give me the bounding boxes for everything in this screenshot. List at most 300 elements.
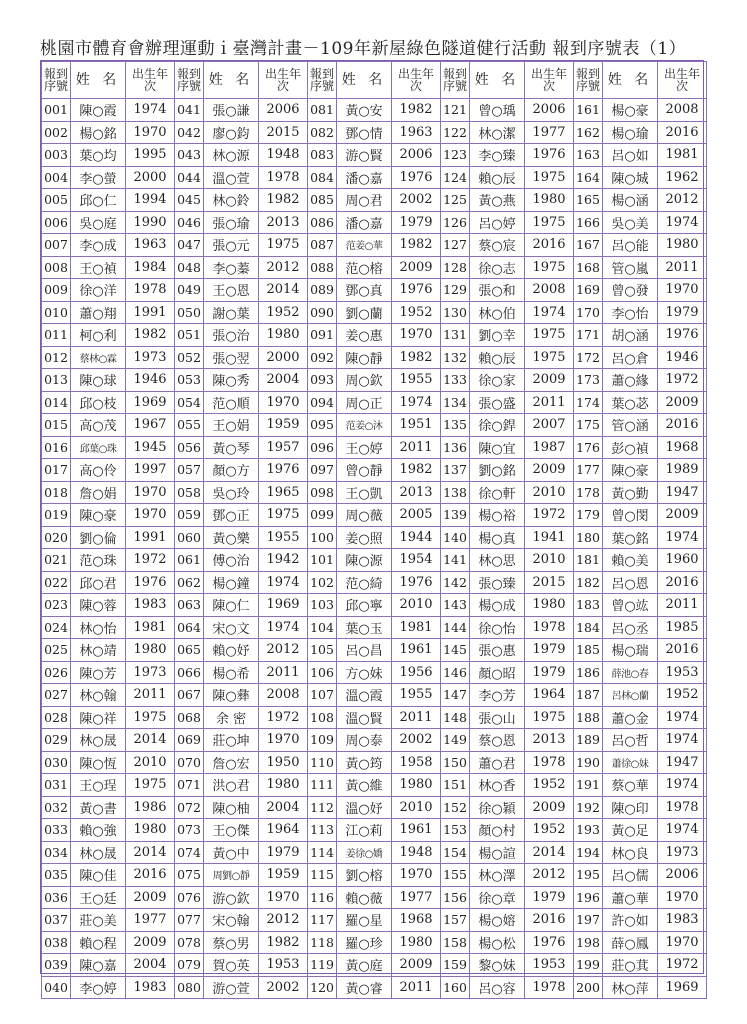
name-cell: 曾○靜	[337, 459, 392, 482]
name-cell: 楊○豪	[603, 99, 658, 122]
name-cell: 彭○禎	[603, 436, 658, 459]
year-cell: 1982	[392, 234, 441, 257]
header-name: 姓 名	[603, 62, 658, 99]
name-cell: 林○伯	[470, 301, 525, 324]
seq-cell: 005	[42, 189, 71, 212]
seq-cell: 193	[574, 819, 603, 842]
table-row	[42, 481, 707, 504]
seq-cell: 124	[441, 166, 470, 189]
name-cell: 鄧○正	[204, 504, 259, 527]
year-cell: 2004	[126, 954, 175, 977]
year-cell: 1989	[658, 459, 707, 482]
year-cell: 2002	[259, 976, 308, 999]
year-cell: 2012	[259, 256, 308, 279]
seq-cell: 018	[42, 481, 71, 504]
year-cell: 1948	[392, 841, 441, 864]
name-cell: 劉○銘	[470, 459, 525, 482]
name-cell: 范姜○華	[337, 234, 392, 257]
name-cell: 廖○鈞	[204, 121, 259, 144]
year-cell: 2011	[392, 976, 441, 999]
seq-cell: 197	[574, 909, 603, 932]
name-cell: 楊○銘	[71, 121, 126, 144]
year-cell: 1970	[259, 391, 308, 414]
year-cell: 2008	[259, 684, 308, 707]
year-cell: 1974	[658, 819, 707, 842]
year-cell: 1946	[658, 346, 707, 369]
seq-cell: 164	[574, 166, 603, 189]
year-cell: 2004	[259, 796, 308, 819]
name-cell: 傅○治	[204, 549, 259, 572]
name-cell: 蔡○宸	[470, 234, 525, 257]
seq-cell: 076	[175, 886, 204, 909]
year-cell: 1980	[126, 639, 175, 662]
name-cell: 李○怡	[603, 301, 658, 324]
name-cell: 呂○容	[470, 976, 525, 999]
name-cell: 薛○鳳	[603, 931, 658, 954]
table-row	[42, 234, 707, 257]
seq-cell: 130	[441, 301, 470, 324]
table-row	[42, 166, 707, 189]
seq-cell: 194	[574, 841, 603, 864]
seq-cell: 093	[308, 369, 337, 392]
year-cell: 1979	[392, 211, 441, 234]
year-cell: 2015	[259, 121, 308, 144]
seq-cell: 008	[42, 256, 71, 279]
seq-cell: 106	[308, 661, 337, 684]
name-cell: 李○臻	[470, 144, 525, 167]
seq-cell: 053	[175, 369, 204, 392]
year-cell: 1970	[259, 729, 308, 752]
seq-cell: 032	[42, 796, 71, 819]
seq-cell: 013	[42, 369, 71, 392]
seq-cell: 058	[175, 481, 204, 504]
name-cell: 余 密	[204, 706, 259, 729]
name-cell: 黃○足	[603, 819, 658, 842]
name-cell: 薛池○春	[603, 661, 658, 684]
seq-cell: 174	[574, 391, 603, 414]
name-cell: 林○翰	[71, 684, 126, 707]
table-row	[42, 256, 707, 279]
year-cell: 1948	[259, 144, 308, 167]
seq-cell: 081	[308, 99, 337, 122]
seq-cell: 117	[308, 909, 337, 932]
seq-cell: 122	[441, 121, 470, 144]
header-year: 出生年次	[259, 62, 308, 99]
year-cell: 2006	[658, 864, 707, 887]
seq-cell: 149	[441, 729, 470, 752]
header-name: 姓 名	[204, 62, 259, 99]
seq-cell: 115	[308, 864, 337, 887]
seq-cell: 110	[308, 751, 337, 774]
name-cell: 陳○蓉	[71, 594, 126, 617]
name-cell: 陳○佳	[71, 864, 126, 887]
seq-cell: 163	[574, 144, 603, 167]
name-cell: 黃○勤	[603, 481, 658, 504]
year-cell: 2014	[259, 279, 308, 302]
seq-cell: 156	[441, 886, 470, 909]
seq-cell: 017	[42, 459, 71, 482]
seq-cell: 200	[574, 976, 603, 999]
name-cell: 陳○恆	[71, 751, 126, 774]
name-cell: 呂○儒	[603, 864, 658, 887]
seq-cell: 120	[308, 976, 337, 999]
name-cell: 游○賢	[337, 144, 392, 167]
year-cell: 1976	[392, 279, 441, 302]
year-cell: 1960	[658, 549, 707, 572]
name-cell: 李○婷	[71, 976, 126, 999]
year-cell: 1980	[259, 774, 308, 797]
seq-cell: 022	[42, 571, 71, 594]
name-cell: 李○芳	[470, 684, 525, 707]
seq-cell: 020	[42, 526, 71, 549]
name-cell: 賴○強	[71, 819, 126, 842]
name-cell: 顏○村	[470, 819, 525, 842]
seq-cell: 021	[42, 549, 71, 572]
name-cell: 溫○妤	[337, 796, 392, 819]
name-cell: 呂○昌	[337, 639, 392, 662]
year-cell: 2011	[392, 706, 441, 729]
year-cell: 1969	[259, 594, 308, 617]
seq-cell: 003	[42, 144, 71, 167]
name-cell: 林○良	[603, 841, 658, 864]
year-cell: 2011	[126, 684, 175, 707]
seq-cell: 031	[42, 774, 71, 797]
name-cell: 林○澤	[470, 864, 525, 887]
header-year: 出生年次	[525, 62, 574, 99]
table-row	[42, 594, 707, 617]
year-cell: 1981	[392, 616, 441, 639]
name-cell: 楊○鐘	[204, 571, 259, 594]
table-row	[42, 526, 707, 549]
seq-cell: 135	[441, 414, 470, 437]
seq-cell: 054	[175, 391, 204, 414]
header-name: 姓 名	[71, 62, 126, 99]
name-cell: 潘○嘉	[337, 166, 392, 189]
seq-cell: 154	[441, 841, 470, 864]
year-cell: 1975	[525, 346, 574, 369]
seq-cell: 176	[574, 436, 603, 459]
seq-cell: 102	[308, 571, 337, 594]
year-cell: 1974	[259, 571, 308, 594]
seq-cell: 007	[42, 234, 71, 257]
year-cell: 2016	[658, 639, 707, 662]
seq-cell: 079	[175, 954, 204, 977]
year-cell: 2006	[392, 144, 441, 167]
year-cell: 2002	[392, 189, 441, 212]
name-cell: 林○鈴	[204, 189, 259, 212]
year-cell: 2009	[525, 369, 574, 392]
year-cell: 2012	[525, 864, 574, 887]
year-cell: 2011	[259, 661, 308, 684]
seq-cell: 186	[574, 661, 603, 684]
name-cell: 姜徐○嬌	[337, 841, 392, 864]
year-cell: 1977	[126, 909, 175, 932]
seq-cell: 037	[42, 909, 71, 932]
table-row	[42, 931, 707, 954]
seq-cell: 189	[574, 729, 603, 752]
seq-cell: 133	[441, 369, 470, 392]
seq-cell: 023	[42, 594, 71, 617]
seq-cell: 085	[308, 189, 337, 212]
year-cell: 1951	[392, 414, 441, 437]
name-cell: 楊○裕	[470, 504, 525, 527]
name-cell: 徐○銲	[470, 414, 525, 437]
year-cell: 1973	[126, 661, 175, 684]
name-cell: 姜○照	[337, 526, 392, 549]
name-cell: 呂○如	[603, 144, 658, 167]
seq-cell: 096	[308, 436, 337, 459]
name-cell: 王○珵	[71, 774, 126, 797]
seq-cell: 161	[574, 99, 603, 122]
year-cell: 1982	[126, 324, 175, 347]
table-row	[42, 211, 707, 234]
name-cell: 賴○程	[71, 931, 126, 954]
year-cell: 1981	[126, 616, 175, 639]
seq-cell: 061	[175, 549, 204, 572]
year-cell: 1941	[525, 526, 574, 549]
name-cell: 林○萍	[603, 976, 658, 999]
seq-cell: 064	[175, 616, 204, 639]
year-cell: 1980	[525, 594, 574, 617]
seq-cell: 087	[308, 234, 337, 257]
year-cell: 1975	[259, 234, 308, 257]
seq-cell: 180	[574, 526, 603, 549]
name-cell: 周劉○靜	[204, 864, 259, 887]
year-cell: 1982	[392, 346, 441, 369]
name-cell: 張○元	[204, 234, 259, 257]
seq-cell: 075	[175, 864, 204, 887]
table-row	[42, 144, 707, 167]
year-cell: 1945	[126, 436, 175, 459]
seq-cell: 151	[441, 774, 470, 797]
seq-cell: 004	[42, 166, 71, 189]
year-cell: 1981	[658, 144, 707, 167]
name-cell: 賀○英	[204, 954, 259, 977]
year-cell: 1978	[525, 976, 574, 999]
name-cell: 呂林○蘭	[603, 684, 658, 707]
seq-cell: 057	[175, 459, 204, 482]
year-cell: 2010	[392, 594, 441, 617]
year-cell: 1970	[126, 504, 175, 527]
table-row	[42, 571, 707, 594]
seq-cell: 086	[308, 211, 337, 234]
year-cell: 1963	[126, 234, 175, 257]
name-cell: 林○晟	[71, 841, 126, 864]
year-cell: 1968	[658, 436, 707, 459]
name-cell: 方○妹	[337, 661, 392, 684]
name-cell: 黃○樂	[204, 526, 259, 549]
year-cell: 1974	[126, 99, 175, 122]
year-cell: 1983	[126, 976, 175, 999]
seq-cell: 050	[175, 301, 204, 324]
year-cell: 1963	[392, 121, 441, 144]
name-cell: 王○娟	[204, 414, 259, 437]
seq-cell: 119	[308, 954, 337, 977]
seq-cell: 181	[574, 549, 603, 572]
year-cell: 1955	[392, 684, 441, 707]
year-cell: 2013	[525, 729, 574, 752]
year-cell: 2009	[392, 256, 441, 279]
table-row	[42, 954, 707, 977]
header-seq: 報到序號	[308, 62, 337, 99]
name-cell: 周○君	[337, 189, 392, 212]
seq-cell: 101	[308, 549, 337, 572]
year-cell: 2009	[525, 459, 574, 482]
seq-cell: 090	[308, 301, 337, 324]
name-cell: 羅○星	[337, 909, 392, 932]
name-cell: 蕭○君	[470, 751, 525, 774]
seq-cell: 095	[308, 414, 337, 437]
name-cell: 賴○妤	[204, 639, 259, 662]
name-cell: 顏○昭	[470, 661, 525, 684]
header-seq: 報到序號	[441, 62, 470, 99]
seq-cell: 148	[441, 706, 470, 729]
year-cell: 1975	[126, 774, 175, 797]
seq-cell: 002	[42, 121, 71, 144]
year-cell: 1955	[392, 369, 441, 392]
seq-cell: 025	[42, 639, 71, 662]
seq-cell: 019	[42, 504, 71, 527]
name-cell: 林○源	[204, 144, 259, 167]
year-cell: 1979	[259, 841, 308, 864]
seq-cell: 142	[441, 571, 470, 594]
seq-cell: 198	[574, 931, 603, 954]
year-cell: 1974	[658, 774, 707, 797]
year-cell: 1969	[658, 976, 707, 999]
name-cell: 賴○薇	[337, 886, 392, 909]
seq-cell: 068	[175, 706, 204, 729]
name-cell: 呂○丞	[603, 616, 658, 639]
name-cell: 楊○希	[204, 661, 259, 684]
header-name: 姓 名	[470, 62, 525, 99]
name-cell: 張○翌	[204, 346, 259, 369]
year-cell: 1974	[525, 301, 574, 324]
seq-cell: 190	[574, 751, 603, 774]
name-cell: 曾○閔	[603, 504, 658, 527]
year-cell: 1952	[392, 301, 441, 324]
seq-cell: 114	[308, 841, 337, 864]
name-cell: 張○盛	[470, 391, 525, 414]
name-cell: 管○涵	[603, 414, 658, 437]
seq-cell: 127	[441, 234, 470, 257]
seq-cell: 126	[441, 211, 470, 234]
name-cell: 賴○辰	[470, 166, 525, 189]
year-cell: 2009	[658, 504, 707, 527]
name-cell: 林○怡	[71, 616, 126, 639]
seq-cell: 134	[441, 391, 470, 414]
name-cell: 陳○球	[71, 369, 126, 392]
name-cell: 楊○諠	[470, 841, 525, 864]
seq-cell: 099	[308, 504, 337, 527]
name-cell: 李○螢	[71, 166, 126, 189]
year-cell: 2006	[259, 99, 308, 122]
seq-cell: 183	[574, 594, 603, 617]
seq-cell: 160	[441, 976, 470, 999]
seq-cell: 146	[441, 661, 470, 684]
header-year: 出生年次	[392, 62, 441, 99]
name-cell: 呂○能	[603, 234, 658, 257]
seq-cell: 199	[574, 954, 603, 977]
name-cell: 張○和	[470, 279, 525, 302]
year-cell: 1978	[525, 751, 574, 774]
name-cell: 范○榕	[337, 256, 392, 279]
year-cell: 1972	[525, 504, 574, 527]
table-row	[42, 99, 707, 122]
seq-cell: 040	[42, 976, 71, 999]
year-cell: 2011	[658, 594, 707, 617]
seq-cell: 150	[441, 751, 470, 774]
name-cell: 曾○瑀	[470, 99, 525, 122]
name-cell: 蕭徐○妹	[603, 751, 658, 774]
seq-cell: 177	[574, 459, 603, 482]
table-row	[42, 706, 707, 729]
year-cell: 2014	[126, 841, 175, 864]
seq-cell: 083	[308, 144, 337, 167]
name-cell: 黃○安	[337, 99, 392, 122]
seq-cell: 038	[42, 931, 71, 954]
year-cell: 2016	[525, 234, 574, 257]
seq-cell: 070	[175, 751, 204, 774]
table-row	[42, 976, 707, 999]
year-cell: 2004	[259, 369, 308, 392]
seq-cell: 094	[308, 391, 337, 414]
name-cell: 范姜○沐	[337, 414, 392, 437]
name-cell: 鄧○真	[337, 279, 392, 302]
year-cell: 1974	[658, 211, 707, 234]
name-cell: 陳○嘉	[71, 954, 126, 977]
name-cell: 黃○維	[337, 774, 392, 797]
name-cell: 楊○嫆	[470, 909, 525, 932]
year-cell: 1950	[259, 751, 308, 774]
seq-cell: 089	[308, 279, 337, 302]
table-row	[42, 549, 707, 572]
year-cell: 1975	[259, 504, 308, 527]
name-cell: 葉○玉	[337, 616, 392, 639]
table-row	[42, 436, 707, 459]
table-row	[42, 459, 707, 482]
seq-cell: 116	[308, 886, 337, 909]
name-cell: 陳○芳	[71, 661, 126, 684]
year-cell: 1987	[525, 436, 574, 459]
name-cell: 邱葉○珠	[71, 436, 126, 459]
name-cell: 賴○辰	[470, 346, 525, 369]
name-cell: 賴○美	[603, 549, 658, 572]
name-cell: 鄧○情	[337, 121, 392, 144]
year-cell: 1978	[259, 166, 308, 189]
year-cell: 1947	[658, 751, 707, 774]
seq-cell: 112	[308, 796, 337, 819]
seq-cell: 043	[175, 144, 204, 167]
seq-cell: 045	[175, 189, 204, 212]
seq-cell: 036	[42, 886, 71, 909]
year-cell: 1965	[259, 481, 308, 504]
year-cell: 1972	[259, 706, 308, 729]
name-cell: 王○禎	[71, 256, 126, 279]
year-cell: 1970	[658, 279, 707, 302]
year-cell: 2010	[525, 481, 574, 504]
seq-cell: 080	[175, 976, 204, 999]
name-cell: 陳○祥	[71, 706, 126, 729]
table-row	[42, 841, 707, 864]
name-cell: 徐○穎	[470, 796, 525, 819]
name-cell: 陳○源	[337, 549, 392, 572]
name-cell: 陳○靜	[337, 346, 392, 369]
year-cell: 2010	[126, 751, 175, 774]
seq-cell: 144	[441, 616, 470, 639]
name-cell: 吳○庭	[71, 211, 126, 234]
name-cell: 邱○仁	[71, 189, 126, 212]
seq-cell: 125	[441, 189, 470, 212]
